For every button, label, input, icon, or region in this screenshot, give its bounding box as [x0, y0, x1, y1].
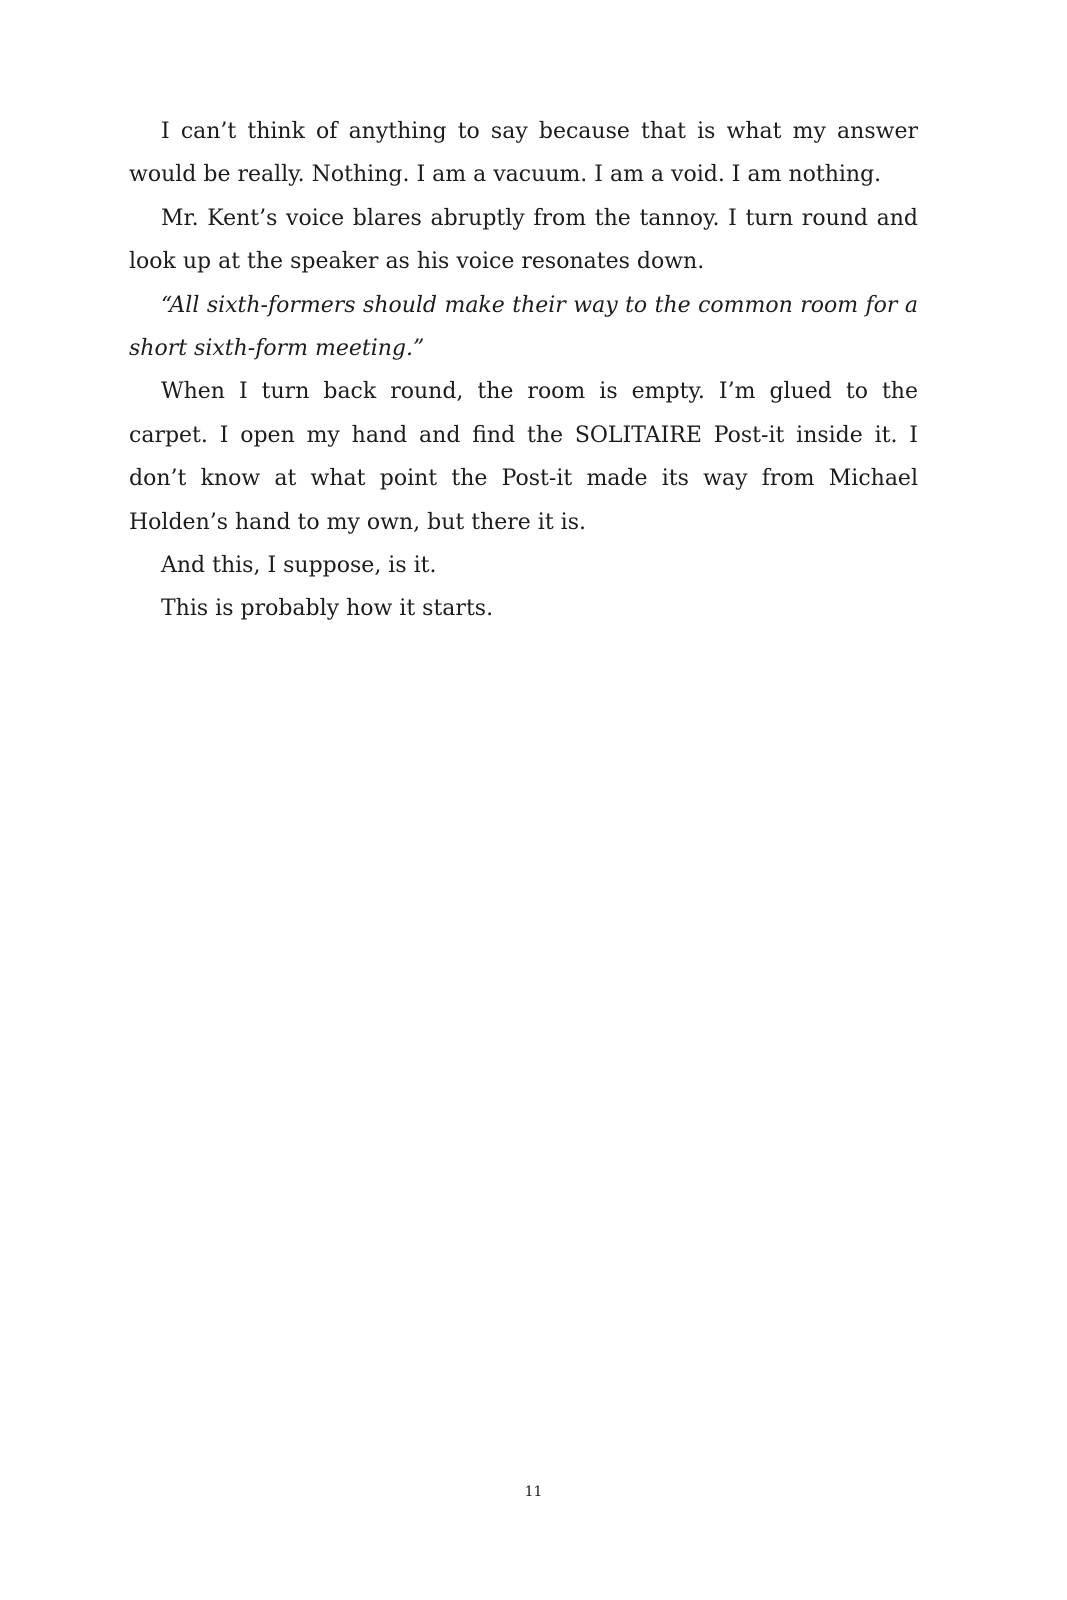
paragraph-4: When I turn back round, the room is empty. I’m glued to the carpet. I open my hand and find the SOLITAIRE Post-it inside it. I don’t know at what point the Post-it made its way from Michael Holden’s hand to my own, but there it is.	[129, 379, 918, 535]
paragraph-1: I can’t think of anything to say because that is what my answer would be really. Nothing. I am a vacuum. I am a void. I am nothing.	[129, 119, 918, 188]
body-text	[129, 110, 918, 631]
page-number: 11	[524, 1484, 543, 1500]
paragraph-6: This is probably how it starts.	[161, 596, 494, 622]
paragraph-2: Mr. Kent’s voice blares abruptly from the tannoy. I turn round and look up at the speaker as his voice resonates down.	[129, 205, 918, 275]
paragraph-3-announcement: “All sixth-formers should make their way to the common room for a short sixth-form meeting.”	[129, 292, 918, 362]
paragraph-5: And this, I suppose, is it.	[161, 553, 437, 579]
